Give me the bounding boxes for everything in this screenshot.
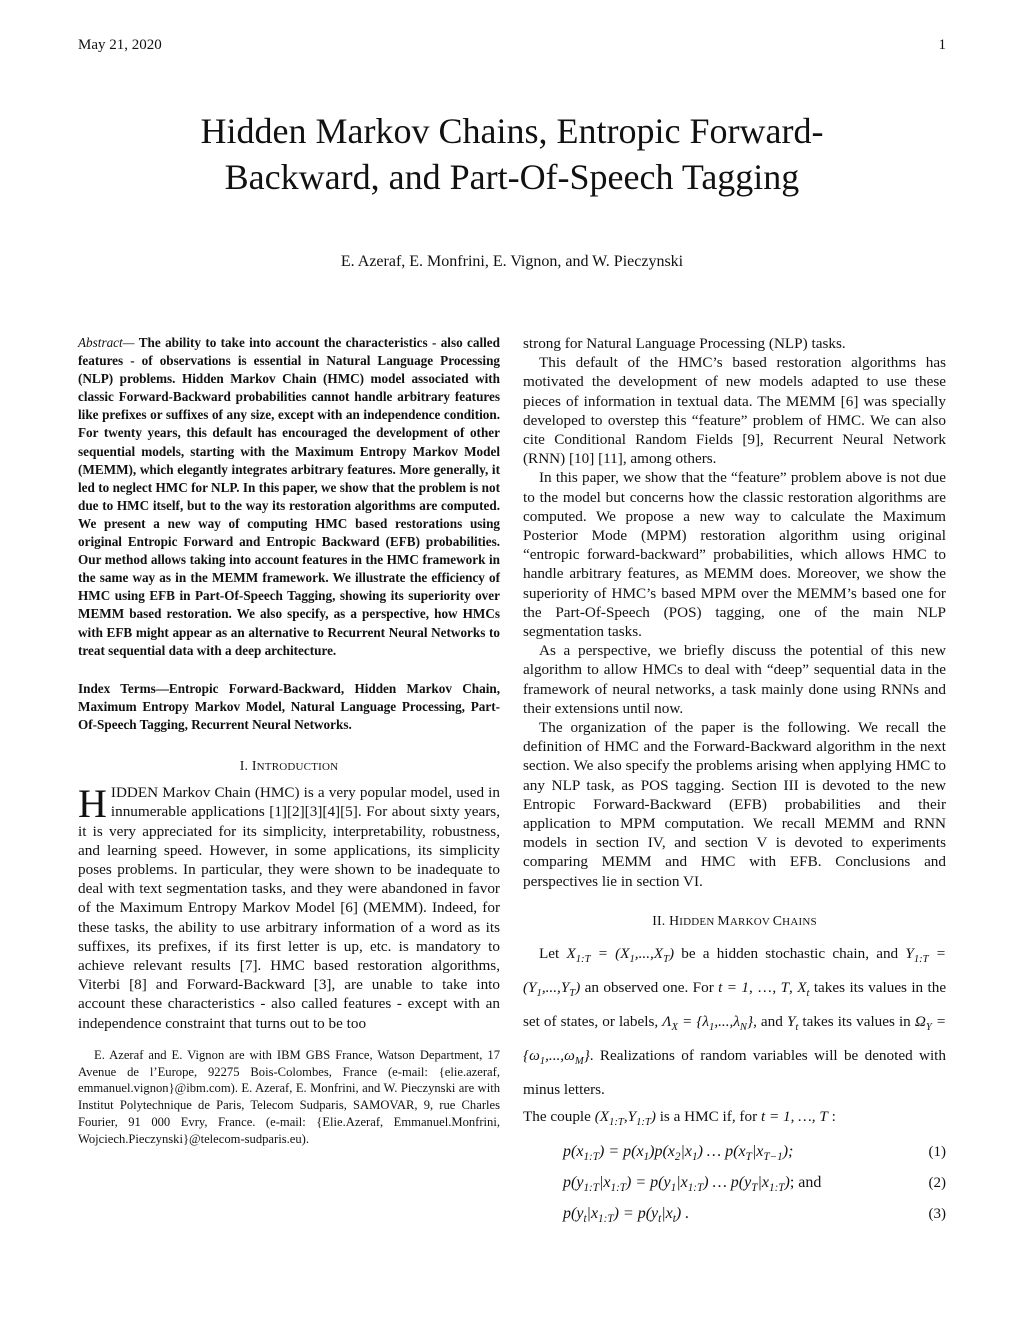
math-t-range: t = 1 (718, 979, 749, 997)
equation-1-formula: $p(x_{1:T}) = p(x_1)p(x_2|x_1)$ … $p(x_T|x_{T-1})$; (563, 1143, 794, 1164)
equation-2 (563, 1167, 946, 1198)
equation-2-formula: $p(y_{1:T}|x_{1:T}) = p(y_1|x_{1:T})$ … $p(y_T|x_{1:T})$; and (563, 1174, 822, 1195)
index-terms: Index Terms—Entropic Forward-Backward, Hidden Markov Chain, Maximum Entropy Markov Model, Natural Language Processing, Part-Of-Speech Tagging, Recurrent Neural Networks. (78, 680, 500, 732)
right-column (523, 334, 946, 1229)
math-label-set: $\Lambda_X = \{\lambda_1,...,\lambda_N\}$ (662, 1013, 754, 1034)
section-heading-introduction (78, 756, 500, 777)
running-header-date: May 21, 2020 (78, 37, 162, 53)
section-title-rest: NTRODUCTION (256, 760, 339, 773)
author-affiliation-footnote: E. Azeraf and E. Vignon are with IBM GBS France, Watson Department, 17 Avenue de l’Europe, 92275 Bois-Colombes, France (e-mail: {elie.azeraf, emmanuel.vignon}@ibm.com). E. Azeraf, E. Monfrini, and W. Pieczynski are with Institut Polytechnique de Paris, Telecom Sudparis, SAMOVAR, 9, rue Charles Fourier, 91 000 Evry, France. (e-mail: {Elie.Azeraf, Emmanuel.Monfrini, Wojciech.Pieczynski}@telecom-sudparis.eu). (78, 1047, 500, 1146)
hmc-text-values: takes its values in (802, 1013, 911, 1031)
math-t-upper: T (780, 979, 790, 997)
title-line-2: Backward, and Part-Of-Speech Tagging (224, 157, 800, 198)
equation-1-number: (1) (928, 1144, 946, 1161)
intro-paragraph (78, 783, 500, 1033)
math-obs-set: $\Omega_Y = \{\omega_1,...,\omega_M\}$ (523, 1013, 947, 1068)
heading-initial-c: C (772, 912, 783, 928)
section-numeral: I. (239, 757, 252, 773)
author-list: E. Azeraf, E. Monfrini, E. Vignon, and W. Pieczynski (340, 253, 684, 270)
equation-3-number: (3) (928, 1206, 946, 1223)
heading-rest-m: ARKOV (729, 915, 773, 928)
hmc-text-and: , and (753, 1013, 783, 1031)
title-line-1: Hidden Markov Chains, Entropic Forward- (200, 111, 824, 151)
math-y-t: $Y_t$ (786, 1013, 799, 1034)
section-title-initial: I (251, 757, 257, 773)
left-column (78, 334, 500, 1148)
hmc-text-takes: takes (813, 979, 846, 997)
hmc-text-comma2: , (789, 979, 793, 997)
paragraph-contribution: In this paper, we show that the “feature” problem above is not due to the model but concerns how the classic restoration algorithms are computed. We propose a new way to calculate the Maximum Posterior Mode (MPM) restoration algorithm using original “entropic forward-backward” probabilities, which allows HMC to handle arbitrary features, as MEMM does. Moreover, we show the superiority of HMC’s based MPM over the MEMM’s based one for the Part-Of-Speech (POS) tagging, one of the main NLP segmentation tasks. (523, 469, 946, 641)
hmc-text-states: its values in the set of states, or labels, (523, 979, 947, 1031)
abstract (78, 334, 500, 660)
paragraph-organization: The organization of the paper is the following. We recall the definition of HMC and the Forward-Backward algorithm in the next section. We also specify the problems arising when applying HMC to any NLP task, as POS tagging. Section III is devoted to the new Entropic Forward-Backward (EFB) probabilities and their application to MPM computation. We recall MEMM and RNN models in section IV, and section V is devoted to experiments comparing MEMM and HMC with EFB. Conclusions and perspectives lie in section VI. (523, 719, 946, 890)
math-t-range-2: t = 1, …, T (760, 1108, 828, 1126)
math-x-seq: $X_{1:T} = (X_1,...,X_T)$ (566, 945, 675, 966)
paragraph-motivation: This default of the HMC’s based restoration algorithms has motivated the development of new models adapted to use these pieces of information in textual data. The MEMM [6] was specially developed to overstep this “feature” problem of HMC. We can also cite Conditional Random Fields [9], Recurrent Neural Network (RNN) [10] [11], among others. (523, 354, 946, 468)
equation-2-number: (2) (928, 1175, 946, 1192)
section-heading-hmc (523, 911, 946, 932)
paragraph-perspective: As a perspective, we briefly discuss the potential of this new algorithm to allow HMCs to deal with “deep” sequential data in the framework of neural networks, a task mainly done using RNNs and their extensions until now. (523, 642, 946, 717)
hmc-text-colon: : (831, 1108, 836, 1126)
hmc-text-observed: an observed one. For (584, 979, 714, 997)
hmc-text-comma1: , …, (749, 979, 777, 997)
hmc-text-hidden: be a hidden stochastic chain, and (681, 945, 899, 963)
hmc-text-realizations: . Realizations of random variables will be denoted with minus letters. (523, 1047, 946, 1099)
hmc-text-let: Let (539, 945, 560, 963)
heading-rest-h: IDDEN (679, 915, 718, 928)
math-couple: $(X_{1:T},Y_{1:T})$ (594, 1108, 656, 1129)
equation-2-and: ; and (789, 1174, 822, 1192)
intro-paragraph-text: IDDEN Markov Chain (HMC) is a very popular model, used in innumerable applications [1][2][3][4][5]. For about sixty years, it is very appreciated for its simplicity, interpretability, robustness, and learning speed. However, in some applications, its simplicity poses problems. In particular, they were shown to be inadequate to deal with text segmentation tasks, and they were abandoned in favor of the Maximum Entropy Markov Model [6] (MEMM). Indeed, for these tasks, the ability to use arbitrary information of a word as its suffixes, its prefixes, if its first letter is up, etc. is mandatory to achieve relevant results [7]. HMC based restoration algorithms, Viterbi [8] and Forward-Backward [3], are unable to take into account these characteristics - also called features - except with an independence constraint that turns out to be too (78, 784, 500, 1032)
abstract-text: The ability to take into account the characteristics - also called features - of observations is essential in Natural Language Processing (NLP) problems. Hidden Markov Chain (HMC) model associated with classic Forward-Backward probabilities cannot handle arbitrary features like prefixes or suffixes of any size, except with an independence condition. For twenty years, this default has encouraged the development of other sequential models, starting with the Maximum Entropy Markov Model (MEMM), which elegantly integrates arbitrary features. More generally, it led to neglect HMC for NLP. In this paper, we show that the problem is not due to HMC itself, but to the way its restoration algorithms are computed. We present a new way of computing HMC based restorations using original Entropic Forward and Entropic Backward (EFB) probabilities. Our method allows taking into account features in the HMC framework in the same way as in the MEMM framework. We illustrate the efficiency of HMC using EFB in Part-Of-Speech Tagging, showing its superiority over MEMM based restoration. We also specify, as a perspective, how HMCs with EFB might appear as an alternative to Recurrent Neural Networks to treat sequential data with a deep architecture. (78, 335, 500, 658)
hmc-definition-paragraph (523, 940, 946, 1104)
page-number: 1 (938, 37, 946, 53)
paragraph-continuation: strong for Natural Language Processing (NLP) tasks. (523, 335, 846, 352)
hmc-couple-paragraph (523, 1104, 946, 1136)
hmc-text-is-hmc: is a HMC if, for (659, 1108, 758, 1126)
hmc-text-couple: The couple (523, 1108, 591, 1126)
equation-3-formula: $p(y_t|x_{1:T}) = p(y_t|x_t)$ . (563, 1205, 690, 1226)
paper-title (100, 108, 924, 200)
heading-initial-h: H (669, 912, 680, 928)
abstract-dash: — (122, 335, 139, 350)
abstract-label: Abstract (78, 335, 123, 350)
equation-1 (563, 1136, 946, 1167)
section-numeral: II. (652, 912, 670, 928)
math-x-t: $X_t$ (797, 979, 810, 1000)
heading-initial-m: M (717, 912, 730, 928)
heading-rest-c: HAINS (782, 915, 817, 928)
math-y-seq: $Y_{1:T} = (Y_1,...,Y_T)$ (523, 945, 947, 1000)
drop-cap: H (78, 781, 107, 827)
